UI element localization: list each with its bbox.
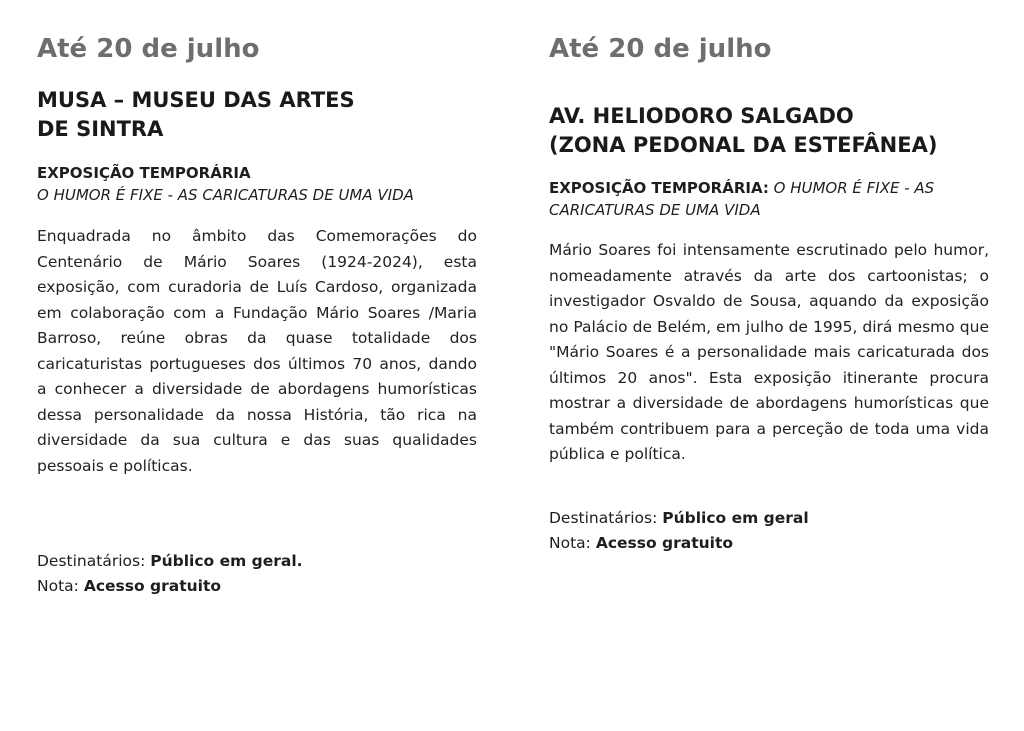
venue-title xyxy=(37,86,355,144)
event-meta xyxy=(549,506,989,556)
audience-row xyxy=(37,549,477,574)
exhibition-heading xyxy=(549,177,989,221)
note-label: Nota: xyxy=(549,534,591,552)
audience-label: Destinatários: xyxy=(37,552,146,570)
venue-line: (ZONA PEDONAL DA ESTEFÂNEA) xyxy=(549,133,938,157)
note-row xyxy=(37,574,477,599)
exhibition-label: EXPOSIÇÃO TEMPORÁRIA xyxy=(37,164,251,182)
audience-label: Destinatários: xyxy=(549,509,658,527)
note-value: Acesso gratuito xyxy=(595,534,734,552)
event-description: Enquadrada no âmbito das Comemorações do Centenário de Mário Soares (1924-2024), esta exposição, com curadoria de Luís Cardoso, organizada em colaboração com a Fundação Mário Soares /Maria Barroso, reúne obras da quase totalidade dos caricaturistas portugueses dos últimos 70 anos, dando a conhecer a diversidade de abordagens humorísticas dessa personalidade da nossa História, tão rica na diversidade da sua cultura e das suas qualidades pessoais e políticas. xyxy=(37,227,477,475)
venue-title xyxy=(549,102,937,160)
event-date: Até 20 de julho xyxy=(549,34,772,64)
venue-line: AV. HELIODORO SALGADO xyxy=(549,104,854,128)
note-value: Acesso gratuito xyxy=(83,577,222,595)
audience-value: Público em geral xyxy=(662,509,809,527)
exhibition-heading xyxy=(37,162,477,206)
exhibition-title: O HUMOR É FIXE - AS CARICATURAS DE UMA VIDA xyxy=(37,186,414,204)
exhibition-label: EXPOSIÇÃO TEMPORÁRIA: xyxy=(549,179,769,197)
audience-row xyxy=(549,506,989,531)
event-description: Mário Soares foi intensamente escrutinado pelo humor, nomeadamente através da arte dos cartoonistas; o investigador Osvaldo de Sousa, aquando da exposição no Palácio de Belém, em julho de 1995, dirá mesmo que "Mário Soares é a personalidade mais caricaturada dos últimos 20 anos". Esta exposição itinerante procura mostrar a diversidade de abordagens humorísticas que também contribuem para a perceção de toda uma vida pública e política. xyxy=(549,241,989,463)
audience-value: Público em geral. xyxy=(150,552,303,570)
event-date: Até 20 de julho xyxy=(37,34,260,64)
note-label: Nota: xyxy=(37,577,79,595)
venue-line: MUSA – MUSEU DAS ARTES xyxy=(37,88,355,112)
note-row xyxy=(549,531,989,556)
event-meta xyxy=(37,549,477,599)
venue-line: DE SINTRA xyxy=(37,117,164,141)
exhibition-title: O HUMOR É FIXE - AS CARICATURAS DE UMA VIDA xyxy=(549,179,935,219)
